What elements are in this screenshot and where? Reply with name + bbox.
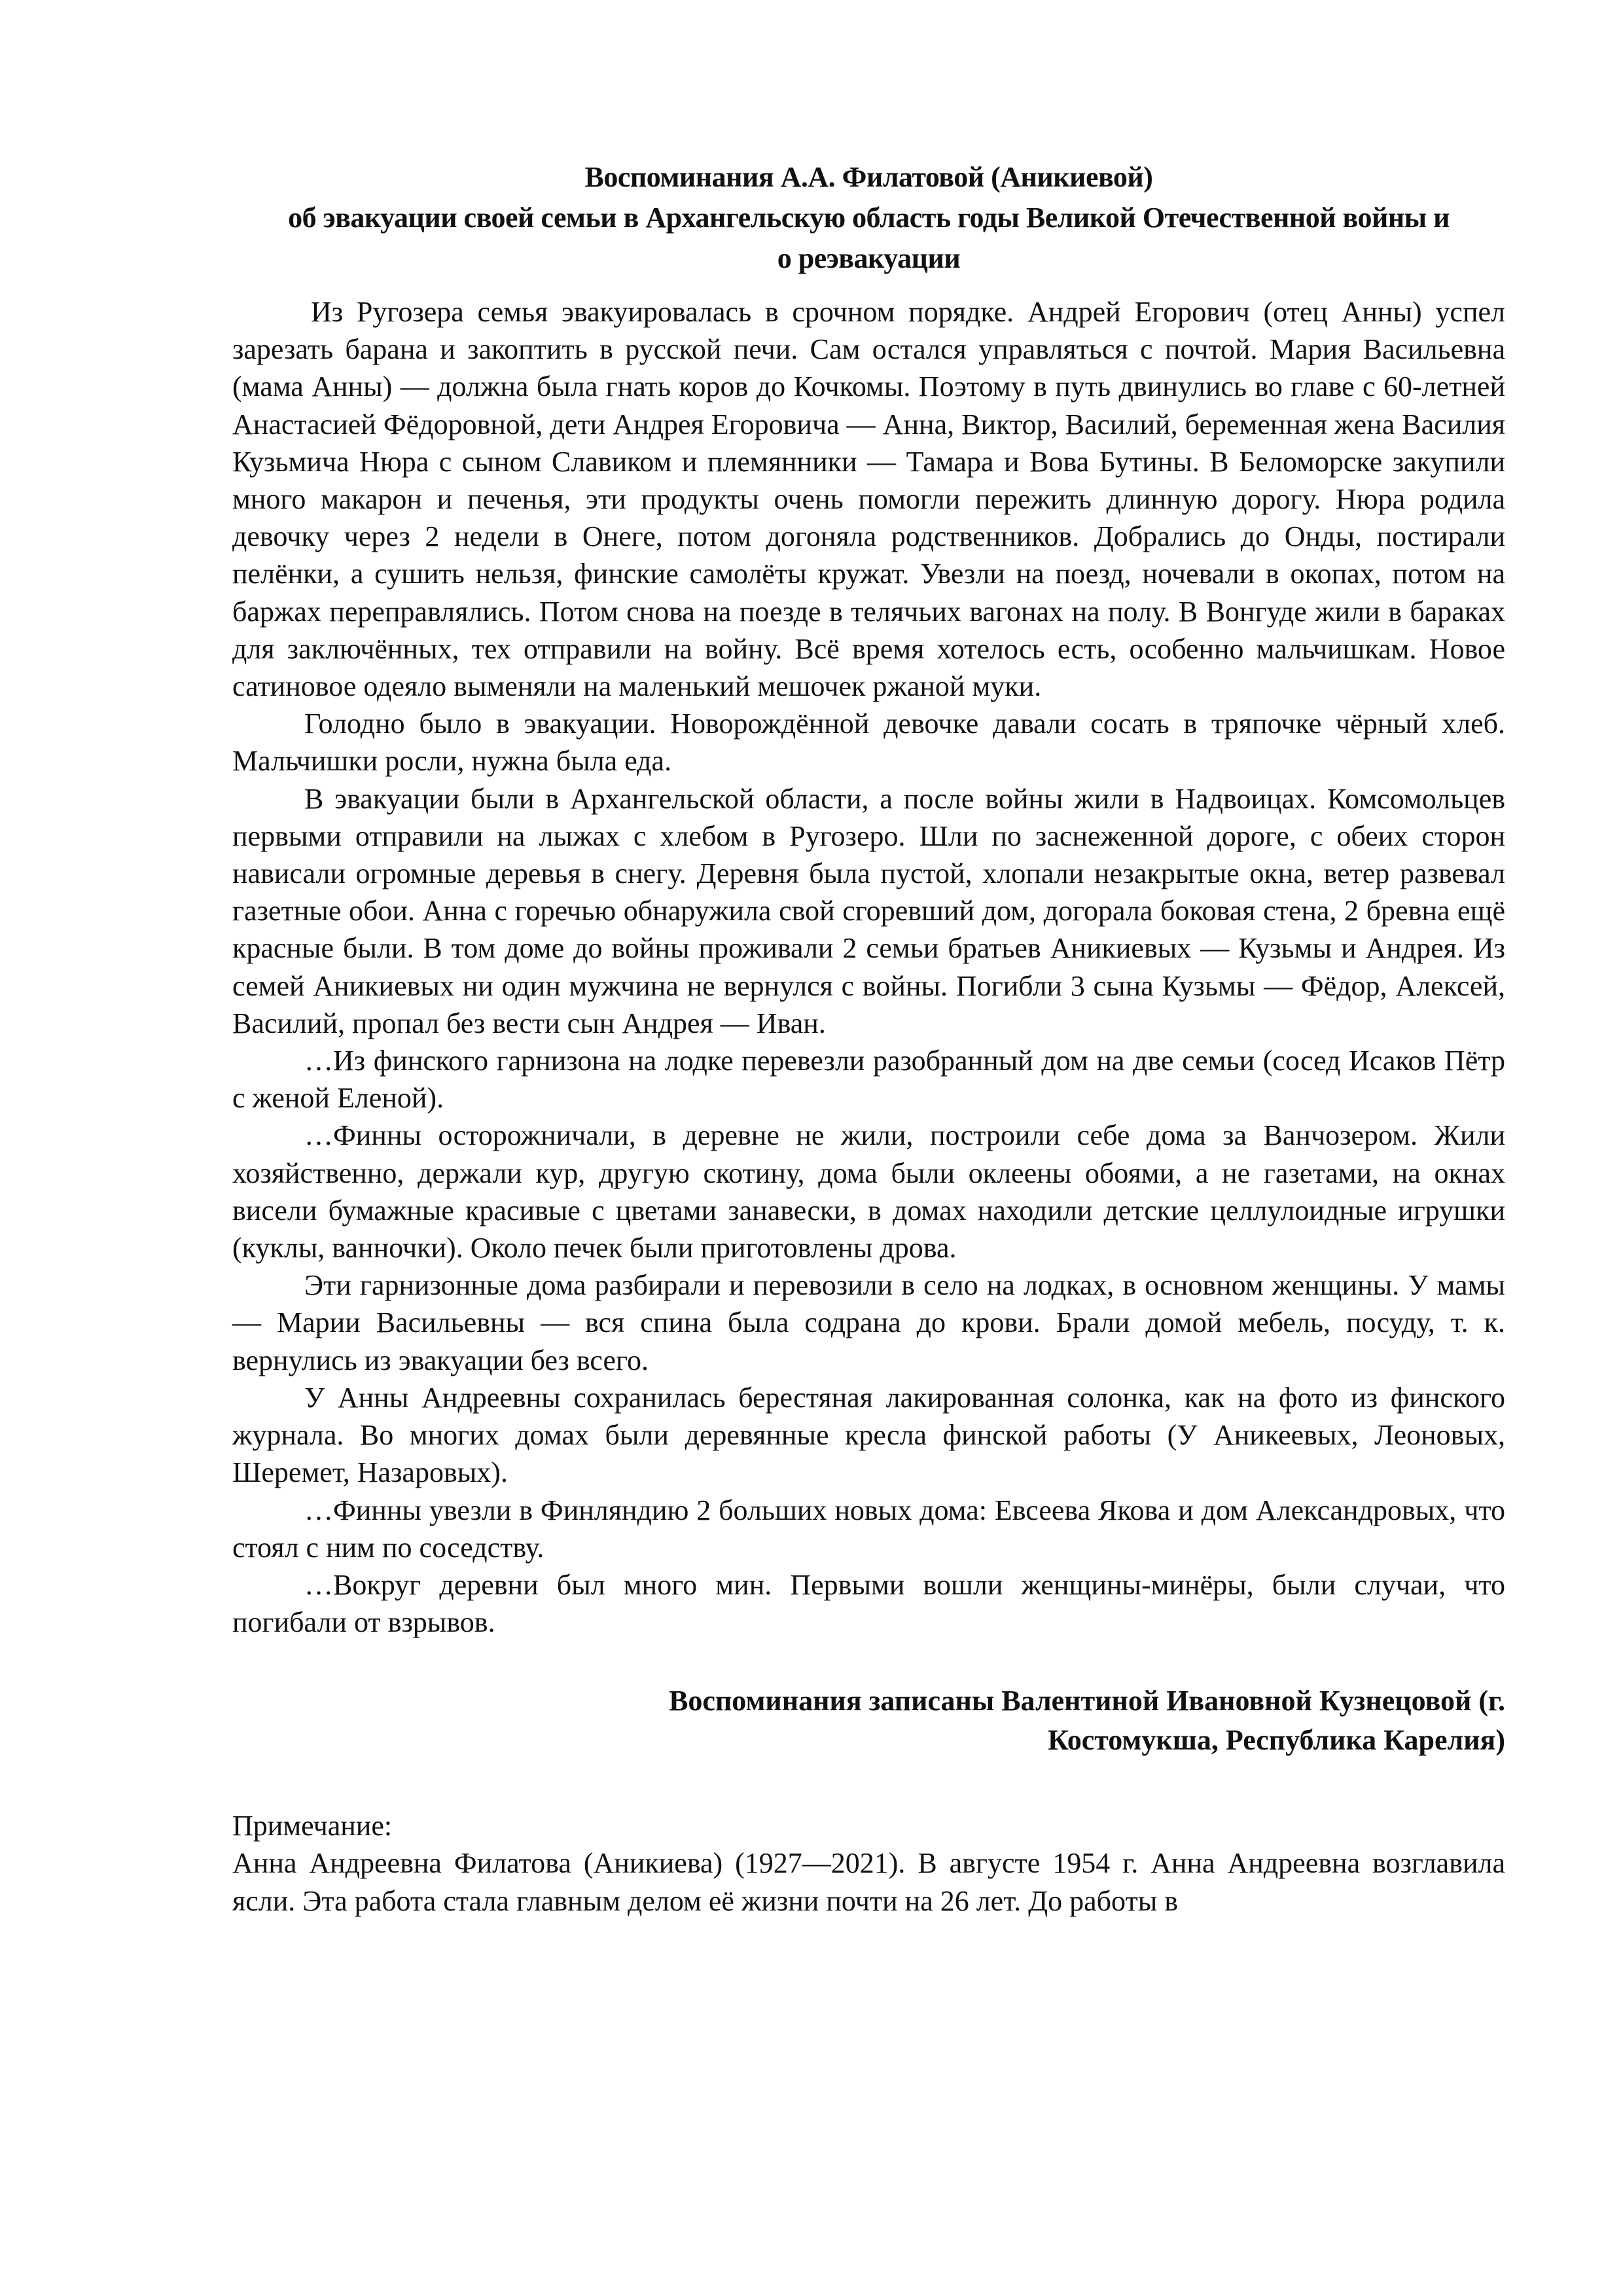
document-body	[232, 293, 1505, 1641]
title-line-3: о реэвакуации	[777, 242, 961, 274]
title-line-2: об эвакуации своей семьи в Архангельскую область годы Великой Отечественной войны и	[288, 202, 1450, 234]
paragraph: Эти гарнизонные дома разбирали и перевозили в село на лодках, в основном женщины. У мамы — Марии Васильевны — вся спина была содрана до крови. Брали домой мебель, посуду, т. к. вернулись из эвакуации без всего.	[232, 1269, 1505, 1376]
paragraph: В эвакуации были в Архангельской области, а после войны жили в Надвоицах. Комсомольцев первыми отправили на лыжах с хлебом в Ругозеро. Шли по заснеженной дороге, с обеих сторон нависали огромные деревья в снегу. Деревня была пустой, хлопали незакрытые окна, ветер развевал газетные обои. Анна с горечью обнаружила свой сгоревший дом, догорала боковая стена, 2 бревна ещё красные были. В том доме до войны проживали 2 семьи братьев Аникиевых — Кузьмы и Андрея. Из семей Аникиевых ни один мужчина не вернулся с войны. Погибли 3 сына Кузьмы — Фёдор, Алексей, Василий, пропал без вести сын Андрея — Иван.	[232, 782, 1505, 1039]
paragraph: У Анны Андреевны сохранилась берестяная лакированная солонка, как на фото из финского журнала. Во многих домах были деревянные кресла финской работы (У Аникеевых, Леоновых, Шеремет, Назаровых).	[232, 1381, 1505, 1489]
signature: Воспоминания записаны Валентиной Ивановной Кузнецовой (г. Костомукша, Республика Карелия)	[669, 1685, 1505, 1757]
paragraph: …Финны увезли в Финляндию 2 больших новых дома: Евсеева Якова и дом Александровых, что стоял с ним по соседству.	[232, 1494, 1505, 1564]
paragraph: …Из финского гарнизона на лодке перевезли разобранный дом на две семьи (сосед Исаков Пётр с женой Еленой).	[232, 1045, 1505, 1115]
note-text: Анна Андреевна Филатова (Аникиева) (1927—2021). В августе 1954 г. Анна Андреевна возглавила ясли. Эта работа стала главным делом её жизни почти на 26 лет. До работы в	[232, 1847, 1505, 1917]
title-line-1: Воспоминания А.А. Филатовой (Аникиевой)	[584, 161, 1153, 193]
document-title	[232, 157, 1505, 279]
paragraph: Из Ругозера семья эвакуировалась в срочном порядке. Андрей Егорович (отец Анны) успел зарезать барана и закоптить в русской печи. Сам остался управляться с почтой. Мария Васильевна (мама Анны) — должна была гнать коров до Кочкомы. Поэтому в путь двинулись во главе с 60-летней Анастасией Фёдоровной, дети Андрея Егоровича — Анна, Виктор, Василий, беременная жена Василия Кузьмича Нюра с сыном Славиком и племянники — Тамара и Вова Бутины. В Беломорске закупили много макарон и печенья, эти продукты очень помогли пережить длинную дорогу. Нюра родила девочку через 2 недели в Онеге, потом догоняла родственников. Добрались до Онды, постирали пелёнки, а сушить нельзя, финские самолёты кружат. Увезли на поезд, ночевали в окопах, потом на баржах переправлялись. Потом снова на поезде в телячьих вагонах на полу. В Вонгуде жили в бараках для заключённых, тех отправили на войну. Всё время хотелось есть, особенно мальчишкам. Новое сатиновое одеяло выменяли на маленький мешочек ржаной муки.	[232, 296, 1505, 703]
document-page	[232, 157, 1505, 1920]
note-label: Примечание:	[232, 1810, 393, 1842]
paragraph: Голодно было в эвакуации. Новорождённой девочке давали сосать в тряпочке чёрный хлеб. Мальчишки росли, нужна была еда.	[232, 708, 1505, 778]
paragraph: …Вокруг деревни был много мин. Первыми вошли женщины-минёры, были случаи, что погибали от взрывов.	[232, 1568, 1505, 1639]
paragraph: …Финны осторожничали, в деревне не жили, построили себе дома за Ванчозером. Жили хозяйственно, держали кур, другую скотину, дома были оклеены обоями, а не газетами, на окнах висели бумажные красивые с цветами занавески, в домах находили детские целлулоидные игрушки (куклы, ванночки). Около печек были приготовлены дрова.	[232, 1119, 1505, 1265]
